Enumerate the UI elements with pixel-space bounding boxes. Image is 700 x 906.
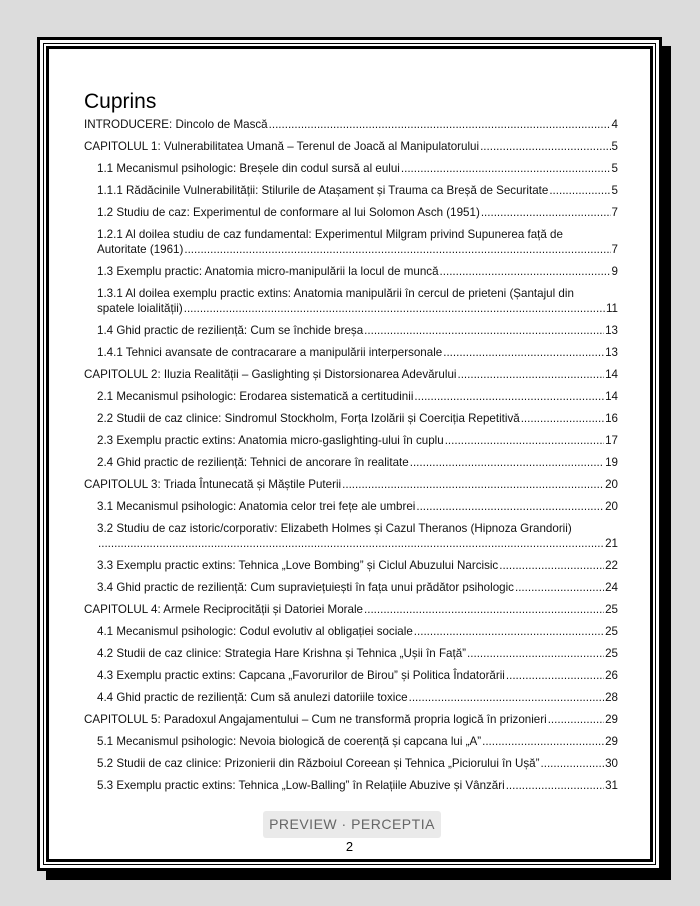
- toc-chapter-entry[interactable]: [84, 139, 618, 154]
- toc-entry-row: [97, 161, 618, 176]
- toc-entry-title: Autoritate (1961): [97, 243, 184, 256]
- toc-entry-title: 1.1 Mecanismul psihologic: Breșele din codul sursă al eului: [97, 162, 400, 175]
- toc-entry-row: [97, 455, 618, 470]
- toc-entry-title: 1.4.1 Tehnici avansate de contracarare a manipulării interpersonale: [97, 346, 443, 359]
- toc-section-entry[interactable]: [84, 521, 618, 551]
- toc-entry-row: [84, 712, 618, 727]
- toc-page-number: 7: [611, 243, 618, 256]
- toc-page-number: 21: [605, 537, 618, 550]
- toc-dot-leader: [499, 558, 604, 573]
- toc-section-entry[interactable]: [84, 183, 618, 198]
- toc-section-entry[interactable]: [84, 161, 618, 176]
- toc-entry-row: [84, 602, 618, 617]
- toc-entry-row: [97, 242, 618, 257]
- toc-section-entry[interactable]: [84, 646, 618, 661]
- toc-page-number: 22: [605, 559, 618, 572]
- toc-entry-row: [97, 345, 618, 360]
- toc-section-entry[interactable]: [84, 455, 618, 470]
- toc-entry-row: [97, 433, 618, 448]
- toc-entry-row: [97, 778, 618, 793]
- toc-dot-leader: [481, 205, 611, 220]
- toc-entry-title: 3.3 Exemplu practic extins: Tehnica „Love Bombing” și Ciclul Abuzului Narcisic: [97, 559, 499, 572]
- toc-page-number: 25: [605, 647, 618, 660]
- toc-section-entry[interactable]: [84, 668, 618, 683]
- toc-dot-leader: [515, 580, 604, 595]
- toc-dot-leader: [364, 323, 604, 338]
- toc-page-number: 9: [611, 265, 618, 278]
- toc-entry-title-line: 1.2.1 Al doilea studiu de caz fundamental: Experimentul Milgram privind Supunerea față de: [97, 228, 563, 241]
- toc-heading: Cuprins: [84, 90, 157, 113]
- toc-page-number: 11: [605, 302, 618, 315]
- toc-dot-leader: [342, 477, 604, 492]
- toc-entry-title: 2.4 Ghid practic de reziliență: Tehnici de ancorare în realitate: [97, 456, 409, 469]
- toc-dot-leader: [440, 264, 611, 279]
- toc-dot-leader: [506, 668, 604, 683]
- toc-entry-title: 5.2 Studii de caz clinice: Prizonierii din Războiul Coreean și Tehnica „Piciorului în Ușă”: [97, 757, 540, 770]
- toc-chapter-entry[interactable]: [84, 602, 618, 617]
- preview-watermark: PREVIEW · PERCEPTIA: [263, 811, 441, 838]
- toc-entry-row: [97, 183, 618, 198]
- toc-page-number: 25: [605, 603, 618, 616]
- toc-section-entry[interactable]: [84, 756, 618, 771]
- toc-page-number: 5: [611, 140, 618, 153]
- toc-page-number: 7: [611, 206, 618, 219]
- toc-entry-row: [84, 477, 618, 492]
- toc-section-entry[interactable]: [84, 690, 618, 705]
- toc-entry-title: spatele loialității): [97, 302, 183, 315]
- toc-dot-leader: [482, 734, 604, 749]
- toc-entry-row: [97, 411, 618, 426]
- toc-dot-leader: [416, 499, 604, 514]
- toc-page-number: 30: [605, 757, 618, 770]
- toc-page-number: 17: [605, 434, 618, 447]
- toc-entry-row: [97, 646, 618, 661]
- toc-entry-row: [97, 756, 618, 771]
- toc-entry-row: [97, 389, 618, 404]
- toc-entry-row: [97, 536, 618, 551]
- toc-page-number: 26: [605, 669, 618, 682]
- toc-section-entry[interactable]: [84, 624, 618, 639]
- toc-entry-row: [84, 367, 618, 382]
- toc-section-entry[interactable]: [84, 411, 618, 426]
- toc-entry-title: 4.2 Studii de caz clinice: Strategia Hare Krishna și Tehnica „Ușii în Față”: [97, 647, 467, 660]
- toc-page-number: 14: [605, 368, 618, 381]
- toc-dot-leader: [414, 389, 604, 404]
- toc-chapter-entry[interactable]: [84, 712, 618, 727]
- toc-entry-title: CAPITOLUL 4: Armele Reciprocității și Datoriei Morale: [84, 603, 363, 616]
- toc-entry-title: 1.3 Exemplu practic: Anatomia micro-manipulării la locul de muncă: [97, 265, 439, 278]
- toc-page-number: 24: [605, 581, 618, 594]
- toc-chapter-entry[interactable]: [84, 477, 618, 492]
- toc-dot-leader: [443, 345, 604, 360]
- toc-page-number: 13: [605, 324, 618, 337]
- toc-entry-row: [97, 499, 618, 514]
- toc-entry-row: [97, 580, 618, 595]
- toc-dot-leader: [184, 301, 605, 316]
- toc-section-entry[interactable]: [84, 286, 618, 316]
- toc-section-entry[interactable]: [84, 580, 618, 595]
- toc-section-entry[interactable]: [84, 264, 618, 279]
- toc-section-entry[interactable]: [84, 433, 618, 448]
- toc-dot-leader: [457, 367, 604, 382]
- toc-dot-leader: [548, 712, 604, 727]
- toc-dot-leader: [467, 646, 604, 661]
- toc-page-number: 5: [611, 162, 618, 175]
- toc-entry-row: [97, 668, 618, 683]
- toc-entry-title: CAPITOLUL 5: Paradoxul Angajamentului – Cum ne transformă propria logică în prizonieri: [84, 713, 547, 726]
- toc-dot-leader: [184, 242, 610, 257]
- toc-dot-leader: [269, 117, 611, 132]
- toc-entry-title: 1.1.1 Rădăcinile Vulnerabilității: Stilurile de Atașament și Trauma ca Breșă de Securitate: [97, 184, 549, 197]
- toc-entry-title: 3.1 Mecanismul psihologic: Anatomia celor trei fețe ale umbrei: [97, 500, 416, 513]
- toc-page-number: 13: [605, 346, 618, 359]
- table-of-contents: [84, 117, 618, 800]
- toc-entry-title: 5.3 Exemplu practic extins: Tehnica „Low-Balling” în Relațiile Abuzive și Vânzări: [97, 779, 505, 792]
- toc-page-number: 4: [611, 118, 618, 131]
- document-page: [37, 37, 662, 871]
- toc-chapter-entry[interactable]: [84, 117, 618, 132]
- toc-section-entry[interactable]: [84, 558, 618, 573]
- toc-page-number: 28: [605, 691, 618, 704]
- toc-page-number: 16: [605, 412, 618, 425]
- toc-entry-title: 4.1 Mecanismul psihologic: Codul evolutiv al obligației sociale: [97, 625, 413, 638]
- toc-entry-title: CAPITOLUL 2: Iluzia Realității – Gaslighting și Distorsionarea Adevărului: [84, 368, 457, 381]
- toc-chapter-entry[interactable]: [84, 367, 618, 382]
- toc-dot-leader: [410, 455, 604, 470]
- toc-dot-leader: [541, 756, 605, 771]
- toc-entry-title: 2.3 Exemplu practic extins: Anatomia micro-gaslighting-ului în cuplu: [97, 434, 444, 447]
- toc-section-entry[interactable]: [84, 734, 618, 749]
- toc-page-number: 19: [605, 456, 618, 469]
- toc-section-entry[interactable]: [84, 323, 618, 338]
- toc-entry-row: [97, 624, 618, 639]
- toc-entry-title: 2.2 Studii de caz clinice: Sindromul Stockholm, Forța Izolării și Coerciția Repetitivă: [97, 412, 520, 425]
- toc-dot-leader: [506, 778, 604, 793]
- toc-page-number: 5: [611, 184, 618, 197]
- toc-entry-title: 5.1 Mecanismul psihologic: Nevoia biologică de coerență și capcana lui „A”: [97, 735, 482, 748]
- toc-page-number: 31: [605, 779, 618, 792]
- toc-entry-row: [84, 117, 618, 132]
- toc-entry-row: [97, 734, 618, 749]
- toc-entry-title: 1.2 Studiu de caz: Experimentul de conformare al lui Solomon Asch (1951): [97, 206, 480, 219]
- toc-page-number: 20: [605, 478, 618, 491]
- toc-entry-title: 1.4 Ghid practic de reziliență: Cum se închide breșa: [97, 324, 364, 337]
- toc-section-entry[interactable]: [84, 227, 618, 257]
- toc-dot-leader: [409, 690, 604, 705]
- toc-entry-row: [97, 205, 618, 220]
- toc-dot-leader: [414, 624, 604, 639]
- toc-entry-row: [97, 301, 618, 316]
- toc-entry-title: CAPITOLUL 3: Triada Întunecată și Măștile Puterii: [84, 478, 342, 491]
- toc-dot-leader: [480, 139, 610, 154]
- toc-entry-title: 4.4 Ghid practic de reziliență: Cum să anulezi datoriile toxice: [97, 691, 408, 704]
- toc-dot-leader: [521, 411, 604, 426]
- toc-entry-title-line: 1.3.1 Al doilea exemplu practic extins: Anatomia manipulării în cercul de prieteni (Șantajul din: [97, 287, 574, 300]
- toc-dot-leader: [98, 536, 604, 551]
- toc-page-number: 20: [605, 500, 618, 513]
- toc-page-number: 25: [605, 625, 618, 638]
- toc-dot-leader: [549, 183, 610, 198]
- toc-entry-title-line: 3.2 Studiu de caz istoric/corporativ: Elizabeth Holmes și Cazul Theranos (Hipnoza Grandorii): [97, 522, 572, 535]
- page-number: 2: [345, 839, 354, 854]
- toc-page-number: 29: [605, 713, 618, 726]
- toc-entry-row: [84, 139, 618, 154]
- toc-entry-title: INTRODUCERE: Dincolo de Mască: [84, 118, 268, 131]
- toc-section-entry[interactable]: [84, 499, 618, 514]
- toc-entry-title: 2.1 Mecanismul psihologic: Erodarea sistematică a certitudinii: [97, 390, 414, 403]
- toc-entry-row: [97, 690, 618, 705]
- toc-entry-title: 4.3 Exemplu practic extins: Capcana „Favorurilor de Birou” și Politica Îndatorării: [97, 669, 505, 682]
- toc-section-entry[interactable]: [84, 778, 618, 793]
- toc-entry-title: 3.4 Ghid practic de reziliență: Cum supraviețuiești în fața unui prădător psihologic: [97, 581, 514, 594]
- toc-page-number: 29: [605, 735, 618, 748]
- toc-page-number: 14: [605, 390, 618, 403]
- toc-entry-row: [97, 558, 618, 573]
- toc-entry-row: [97, 323, 618, 338]
- toc-dot-leader: [364, 602, 604, 617]
- toc-entry-title: CAPITOLUL 1: Vulnerabilitatea Umană – Terenul de Joacă al Manipulatorului: [84, 140, 480, 153]
- toc-section-entry[interactable]: [84, 205, 618, 220]
- toc-section-entry[interactable]: [84, 389, 618, 404]
- toc-dot-leader: [401, 161, 611, 176]
- toc-section-entry[interactable]: [84, 345, 618, 360]
- toc-entry-row: [97, 264, 618, 279]
- toc-dot-leader: [445, 433, 604, 448]
